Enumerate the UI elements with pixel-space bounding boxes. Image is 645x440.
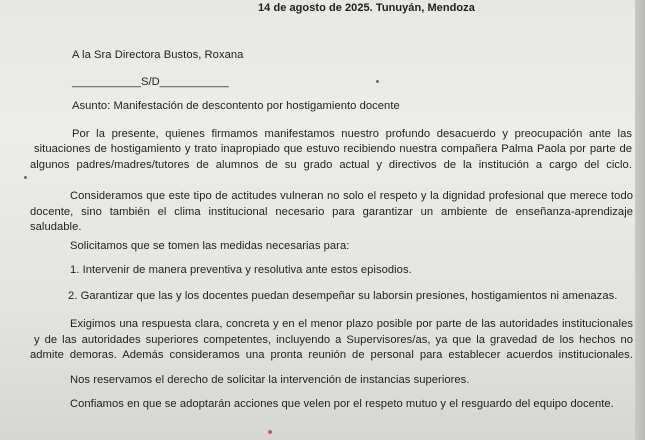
paragraph-2-line-1: Consideramos que este tipo de actitudes vulneran no solo el respeto y la dignidad profesional que merece todo bbox=[70, 190, 633, 202]
subject-line: Asunto: Manifestación de descontento por hostigamiento docente bbox=[72, 100, 400, 112]
page-edge bbox=[635, 0, 645, 440]
list-item-1: 1. Intervenir de manera preventiva y resolutiva ante estos episodios. bbox=[70, 264, 412, 276]
paragraph-4-line-1: Exigimos una respuesta clara, concreta y en el menor plazo posible por parte de las autoridades institucionales bbox=[70, 318, 633, 330]
date-place: 14 de agosto de 2025. Tunuyán, Mendoza bbox=[258, 2, 475, 14]
list-item-2: 2. Garantizar que las y los docentes puedan desempeñar su laborsin presiones, hostigamientos ni amenazas. bbox=[68, 290, 618, 302]
reference-line: ___________S/D___________ bbox=[72, 76, 229, 88]
ink-speck bbox=[24, 176, 27, 179]
ink-speck bbox=[268, 430, 272, 434]
paragraph-4-line-2: y de las autoridades superiores competentes, incluyendo a Supervisores/as, ya que la gravedad de los hechos no bbox=[34, 334, 633, 346]
ink-speck bbox=[376, 80, 379, 83]
paragraph-1-line-1: Por la presente, quienes firmamos manifestamos nuestro profundo desacuerdo y preocupación ante las bbox=[72, 128, 632, 140]
paragraph-1-line-3: algunos padres/madres/tutores de alumnos de su grado actual y directivos de la institución a cargo del ciclo. bbox=[30, 159, 632, 171]
paragraph-2-line-3: saludable. bbox=[30, 221, 82, 233]
addressee: A la Sra Directora Bustos, Roxana bbox=[72, 49, 244, 61]
paragraph-5: Nos reservamos el derecho de solicitar la intervención de instancias superiores. bbox=[70, 374, 470, 386]
paragraph-6: Confiamos en que se adoptarán acciones que velen por el respeto mutuo y el resguardo del equipo docente. bbox=[70, 398, 614, 410]
paragraph-4-line-3: admite demoras. Además consideramos una pronta reunión de personal para establecer acuerdos institucionales. bbox=[30, 349, 633, 361]
paragraph-3: Solicitamos que se tomen las medidas necesarias para: bbox=[70, 240, 350, 252]
paragraph-2-line-2: docente, sino también el clima institucional necesario para garantizar un ambiente de enseñanza-aprendizaje bbox=[30, 206, 633, 218]
paragraph-1-line-2: situaciones de hostigamiento y trato inapropiado que estuvo recibiendo nuestra compañera Palma Paola por parte de bbox=[34, 143, 632, 155]
